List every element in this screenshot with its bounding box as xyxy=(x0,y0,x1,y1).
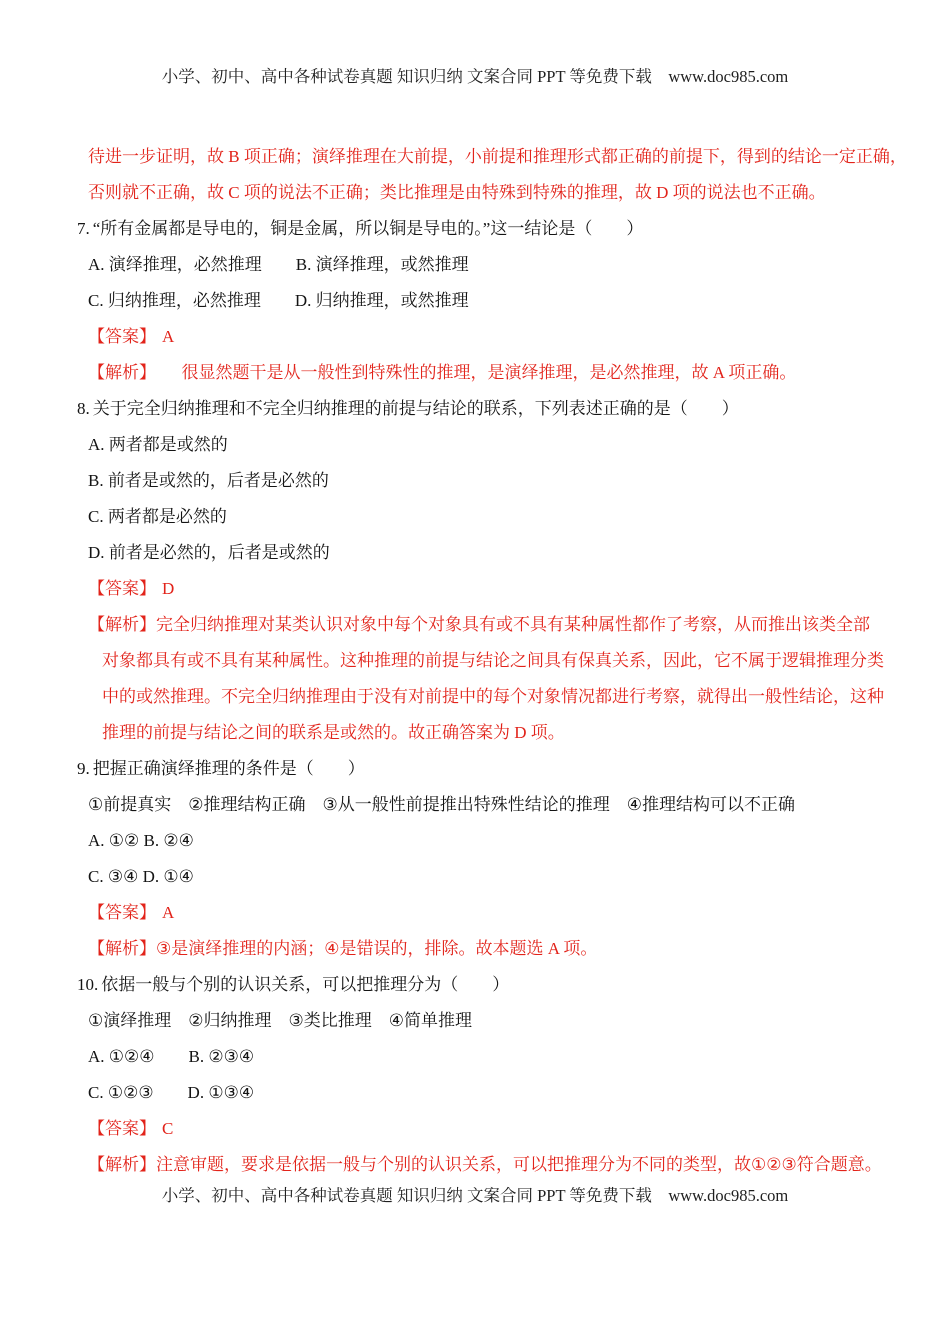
carryover-analysis-line: 待进一步证明，故 B 项正确；演绎推理在大前提，小前提和推理形式都正确的前提下，得到的结论一定正确， xyxy=(88,147,907,166)
question-9-subitems: ①前提真实 ②推理结构正确 ③从一般性前提推出特殊性结论的推理 ④推理结构可以不正确 xyxy=(88,795,795,814)
question-number: 9. xyxy=(77,759,90,778)
question-8-option-row: C. 两者都是必然的 xyxy=(88,507,227,526)
question-8-option-row: B. 前者是或然的，后者是必然的 xyxy=(88,471,329,490)
question-7-analysis-line: 【解析】 很显然题干是从一般性到特殊性的推理，是演绎推理，是必然推理，故 A 项正确。 xyxy=(88,363,797,382)
question-8-option-row: A. 两者都是或然的 xyxy=(88,435,228,454)
question-text: 关于完全归纳推理和不完全归纳推理的前提与结论的联系，下列表述正确的是（ ） xyxy=(92,399,739,418)
question-8-analysis-line: 中的或然推理。不完全归纳推理由于没有对前提中的每个对象情况都进行考察，就得出一般性结论，这种 xyxy=(102,687,884,706)
question-10-subitems: ①演绎推理 ②归纳推理 ③类比推理 ④简单推理 xyxy=(88,1011,472,1030)
question-9-answer-line xyxy=(88,895,895,931)
question-9-option-row: A. ①② B. ②④ xyxy=(88,831,194,850)
question-9-analysis-line: 【解析】③是演绎推理的内涵；④是错误的，排除。故本题选 A 项。 xyxy=(88,939,598,958)
question-text: 依据一般与个别的认识关系，可以把推理分为（ ） xyxy=(101,975,510,994)
footer-watermark: 小学、初中、高中各种试卷真题 知识归纳 文案合同 PPT 等免费下载 www.doc985.com xyxy=(161,1186,789,1205)
question-8-stem xyxy=(77,391,895,427)
question-number: 8. xyxy=(77,399,90,418)
question-text: 把握正确演绎推理的条件是（ ） xyxy=(92,759,365,778)
answer-value: D xyxy=(162,579,175,598)
question-10-answer-line xyxy=(88,1111,895,1147)
question-8-answer-line xyxy=(88,571,895,607)
question-7-stem xyxy=(77,211,895,247)
question-10-analysis-line: 【解析】注意审题，要求是依据一般与个别的认识关系，可以把推理分为不同的类型，故①②③符合题意。 xyxy=(88,1155,882,1174)
question-8-analysis-line: 对象都具有或不具有某种属性。这种推理的前提与结论之间具有保真关系，因此，它不属于逻辑推理分类 xyxy=(102,651,884,670)
question-8-analysis-line: 推理的前提与结论之间的联系是或然的。故正确答案为 D 项。 xyxy=(102,723,565,742)
answer-label: 【答案】 xyxy=(88,1119,156,1138)
question-8-analysis-line: 【解析】完全归纳推理对某类认识对象中每个对象具有或不具有某种属性都作了考察，从而推出该类全部 xyxy=(88,615,870,634)
question-10-option-row: C. ①②③ D. ①③④ xyxy=(88,1083,255,1102)
question-9-stem xyxy=(77,751,895,787)
answer-label: 【答案】 xyxy=(88,903,156,922)
answer-label: 【答案】 xyxy=(88,327,156,346)
answer-value: A xyxy=(162,327,175,346)
answer-label: 【答案】 xyxy=(88,579,156,598)
question-7-answer-line xyxy=(88,319,895,355)
document-body xyxy=(77,139,907,1183)
question-7-option-row: C. 归纳推理，必然推理 D. 归纳推理，或然推理 xyxy=(88,291,469,310)
answer-value: A xyxy=(162,903,175,922)
question-number: 7. xyxy=(77,219,90,238)
question-7-option-row: A. 演绎推理，必然推理 B. 演绎推理，或然推理 xyxy=(88,255,469,274)
header-watermark: 小学、初中、高中各种试卷真题 知识归纳 文案合同 PPT 等免费下载 www.doc985.com xyxy=(161,67,789,86)
question-9-option-row: C. ③④ D. ①④ xyxy=(88,867,194,886)
question-number: 10. xyxy=(77,975,99,994)
question-8-option-row: D. 前者是必然的，后者是或然的 xyxy=(88,543,330,562)
question-10-option-row: A. ①②④ B. ②③④ xyxy=(88,1047,255,1066)
question-10-stem xyxy=(77,967,895,1003)
answer-value: C xyxy=(162,1119,174,1138)
question-text: “所有金属都是导电的，铜是金属，所以铜是导电的。”这一结论是（ ） xyxy=(92,219,644,238)
carryover-analysis-line: 否则就不正确，故 C 项的说法不正确；类比推理是由特殊到特殊的推理，故 D 项的说法也不正确。 xyxy=(88,183,826,202)
